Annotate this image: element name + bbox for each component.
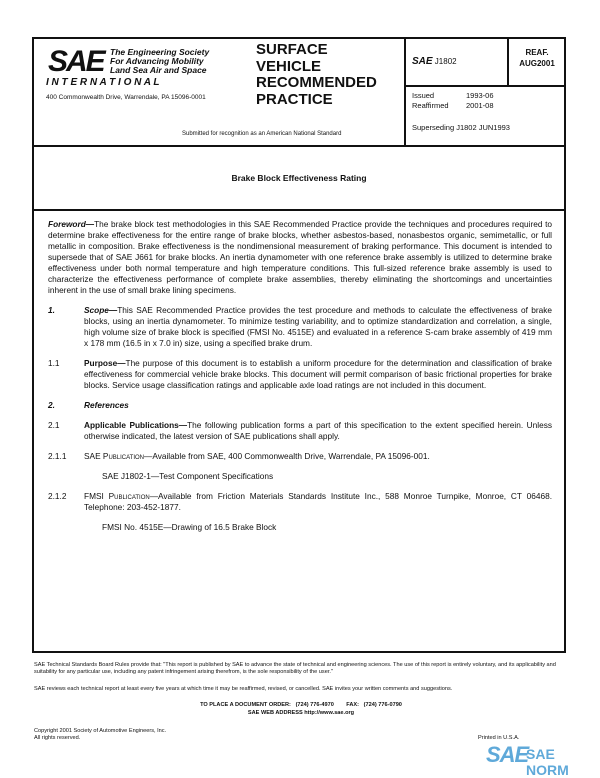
- doc-type-line: PRACTICE: [256, 90, 333, 108]
- divider: [507, 39, 509, 85]
- section-2-1-2: [48, 491, 552, 513]
- tagline-line: The Engineering Society: [110, 47, 210, 57]
- tagline-line: Land Sea Air and Space: [110, 65, 207, 75]
- section-1: [48, 305, 552, 349]
- section-number: 2.1.2: [48, 491, 67, 501]
- section-2: [48, 400, 552, 411]
- doc-type-line: RECOMMENDED: [256, 74, 377, 91]
- section-text: This SAE Recommended Practice provides the test procedure and methods to calculate the effectiveness of brake blocks, using an inertia dynamometer. To minimize testing variability, and to optimize standardization and correlation, a single, high volume size of brake block is specified (FMSI No. 4515E) and evaluated in a reference S-cam brake assembly of 419 mm x 178 mm (16.5 in x 7.0 in) size, using a specified brake drum.: [84, 305, 552, 348]
- doc-type-line: SURFACE: [256, 41, 328, 58]
- issued-date: 1993-06: [466, 91, 494, 100]
- watermark-text: SAE NORM: [526, 746, 569, 778]
- section-heading: FMSI Publication: [84, 491, 150, 501]
- reaffirmed-label: Reaffirmed: [412, 101, 449, 110]
- section-2-1: [48, 420, 552, 442]
- section-number: 1.: [48, 305, 55, 315]
- reaf-box: [510, 47, 564, 69]
- order-info: TO PLACE A DOCUMENT ORDER: (724) 776-4970 FAX: (724) 776-0790: [200, 702, 402, 708]
- header-block: [34, 39, 564, 147]
- section-2-1-1: [48, 451, 552, 462]
- issue-dates: [412, 91, 494, 111]
- document-title: Brake Block Effectiveness Rating: [231, 173, 367, 183]
- document-frame: [32, 37, 566, 653]
- section-text: —Available from SAE, 400 Commonwealth Drive, Warrendale, PA 15096-001.: [144, 451, 430, 461]
- section-number: 2.1: [48, 420, 60, 430]
- section-heading: SAE Publication: [84, 451, 145, 461]
- rules-notice: SAE Technical Standards Board Rules provide that: "This report is published by SAE to advance the state of technical and engineering sciences. The use of this report is entirely voluntary, and its applicability and suitability for any particular use, including any patent infringement arising therefrom, is the sole responsibility of the user.": [34, 662, 556, 675]
- section-heading: Applicable Publications—: [84, 420, 188, 430]
- reaf-date: AUG2001: [519, 59, 555, 68]
- foreword-heading: Foreword—: [48, 219, 95, 229]
- foreword-paragraph: [48, 219, 552, 296]
- foreword-text: The brake block test methodologies in this SAE Recommended Practice provide the techniques and procedures required to determine brake effectiveness for the entire range of brake blocks, whether asbestos-based, nonasbestos organic, semimetallic, or full metallic in composition. Brake effectiveness is the nondimensional measurement of braking performance. This document is intended to supersede that of SAE J661 for brake blocks. An inertia dynamometer with one reference brake assembly is utilized to determine brake effectiveness under both normal temperature and high temperature conditions. This full-sized reference brake assembly is used to characterize the effectiveness performance of complete brake assemblies, thereby eliminating the shortcomings and uncertainties inherent in the use of small brake lining specimens.: [48, 219, 552, 295]
- section-text: —Available from Friction Materials Standards Institute Inc., 588 Monroe Turnpike, Monroe, CT 06468. Telephone: 203-452-1877.: [84, 491, 553, 512]
- review-notice: SAE reviews each technical report at least every five years at which time it may be reaffirmed, revised, or cancelled. SAE invites your written comments and suggestions.: [34, 686, 453, 692]
- sae-logo: SAE: [48, 45, 104, 78]
- document-body: [48, 219, 552, 542]
- reference-item: FMSI No. 4515E—Drawing of 16.5 Brake Block: [102, 522, 277, 532]
- issued-label: Issued: [412, 91, 435, 100]
- sae-mini-logo: SAE: [412, 56, 433, 67]
- rights: All rights reserved.: [34, 735, 81, 741]
- divider: [404, 39, 406, 145]
- printed-in: Printed in U.S.A.: [478, 735, 520, 741]
- watermark-logo: SAE: [486, 742, 529, 767]
- superseding: Superseding J1802 JUN1993: [412, 123, 510, 132]
- doc-number-value: J1802: [434, 57, 457, 66]
- section-text: The following publication forms a part of this specification to the extent specified herein. Unless otherwise indicated, the latest version of SAE publications shall apply.: [84, 420, 552, 441]
- section-text: The purpose of this document is to establish a uniform procedure for the determination and classification of brake effectiveness for commercial vehicle brake blocks. This document will permit comparison of basic frictional properties for brake blocks. Service usage classification ratings and applicable axle load ratings are not included in this document.: [84, 358, 552, 390]
- section-number: 2.: [48, 400, 55, 410]
- section-1-1: [48, 358, 552, 391]
- doc-type-line: VEHICLE: [256, 57, 322, 75]
- sae-address: 400 Commonwealth Drive, Warrendale, PA 15096-0001: [46, 94, 206, 101]
- copyright: Copyright 2001 Society of Automotive Engineers, Inc.: [34, 728, 167, 734]
- web-address: SAE WEB ADDRESS http://www.sae.org: [247, 710, 355, 716]
- section-heading: References: [84, 400, 129, 410]
- section-heading: Purpose—: [84, 358, 126, 368]
- title-divider: [34, 209, 564, 211]
- reaffirmed-date: 2001-08: [466, 101, 494, 110]
- section-number: 2.1.1: [48, 451, 67, 461]
- document-type: [256, 42, 377, 108]
- international-text: I N T E R N A T I O N A L: [46, 77, 160, 88]
- reaf-label: REAF.: [525, 48, 549, 57]
- section-heading: Scope—: [84, 305, 118, 315]
- section-number: 1.1: [48, 358, 60, 368]
- reference-item: SAE J1802-1—Test Component Specifications: [102, 471, 274, 481]
- ans-submission: Submitted for recognition as an American National Standard: [182, 131, 342, 137]
- doc-number: [412, 56, 457, 67]
- society-tagline: [110, 48, 209, 75]
- divider: [404, 85, 564, 87]
- tagline-line: For Advancing Mobility: [110, 56, 204, 66]
